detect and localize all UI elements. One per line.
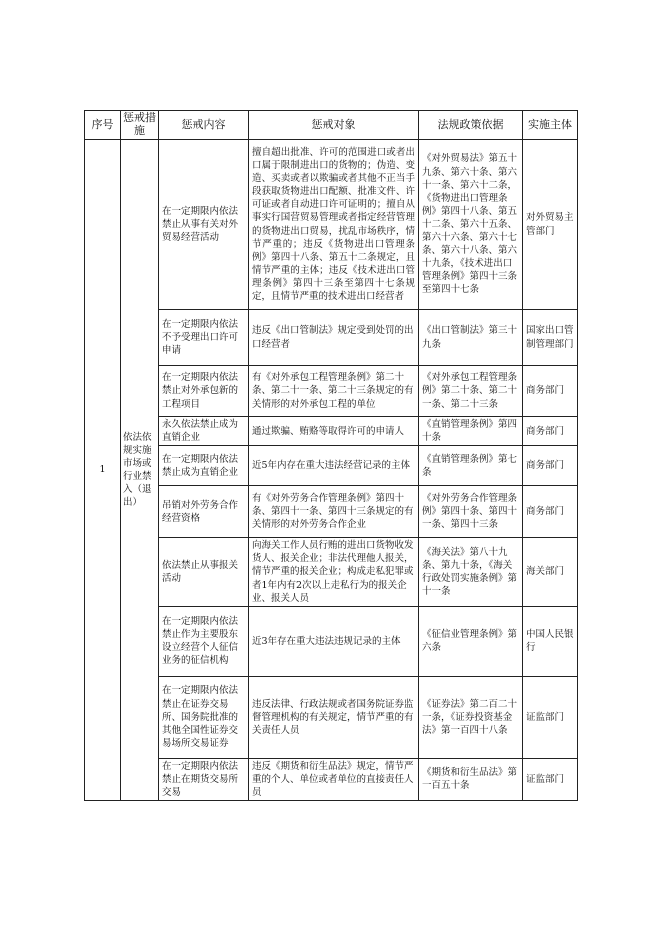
header-basis: 法规政策依据 <box>419 111 523 140</box>
basis-cell: 《证券法》第二百二十一条，《证券投资基金法》第一百四十八条 <box>419 676 523 758</box>
content-cell: 吊销对外劳务合作经营资格 <box>159 486 249 538</box>
header-row <box>85 111 578 140</box>
header-agency: 实施主体 <box>523 111 578 140</box>
basis-cell: 《出口管制法》第三十九条 <box>419 310 523 366</box>
target-cell: 违反法律、行政法规或者国务院证券监督管理机构的有关规定，情节严重的有关责任人员 <box>249 676 419 758</box>
table-row <box>85 538 578 607</box>
basis-cell: 《直销管理条例》第七条 <box>419 446 523 486</box>
table-row <box>85 310 578 366</box>
content-cell: 依法禁止从事报关活动 <box>159 538 249 607</box>
seq-cell: 1 <box>85 140 121 801</box>
table-row <box>85 758 578 800</box>
target-cell: 有《对外承包工程管理条例》第二十条、第二十一条、第二十三条规定的有关情形的对外承包工程的单位 <box>249 366 419 417</box>
content-cell: 在一定期限内依法禁止成为直销企业 <box>159 446 249 486</box>
agency-cell: 中国人民银行 <box>523 606 578 676</box>
header-content: 惩戒内容 <box>159 111 249 140</box>
content-cell: 在一定期限内依法禁止在期货交易所交易 <box>159 758 249 800</box>
content-cell: 在一定期限内依法禁止在证券交易所、国务院批准的其他全国性证券交易场所交易证券 <box>159 676 249 758</box>
target-cell: 违反《出口管制法》规定受到处罚的出口经营者 <box>249 310 419 366</box>
agency-cell: 商务部门 <box>523 417 578 446</box>
target-cell: 近5年内存在重大违法经营记录的主体 <box>249 446 419 486</box>
target-cell: 通过欺骗、贿赂等取得许可的申请人 <box>249 417 419 446</box>
punishment-table <box>84 110 578 801</box>
table-row <box>85 676 578 758</box>
table-row <box>85 606 578 676</box>
target-cell: 擅自超出批准、许可的范围进口或者出口属于限制进出口的货物的；伪造、变造、买卖或者以欺骗或者其他不正当手段获取货物进出口配额、批准文件、许可证或者自动进口许可证明的；擅自从事实行国营贸易管理或者指定经营管理的货物进出口贸易，扰乱市场秩序，情节严重的；违反《货物进出口管理条例》第四十八条、第五十二条规定，且情节严重的主体；违反《技术进出口管理条例》第四十三条至第四十七条规定，且情节严重的技术进出口经营者 <box>249 140 419 310</box>
table-row <box>85 446 578 486</box>
basis-cell: 《征信业管理条例》第六条 <box>419 606 523 676</box>
agency-cell: 商务部门 <box>523 446 578 486</box>
content-cell: 在一定期限内依法不予受理出口许可申请 <box>159 310 249 366</box>
header-seq: 序号 <box>85 111 121 140</box>
basis-cell: 《对外承包工程管理条例》第二十条、第二十一条、第二十三条 <box>419 366 523 417</box>
table-row <box>85 366 578 417</box>
basis-cell: 《对外贸易法》第五十九条、第六十条、第六十一条、第六十二条，《货物进出口管理条例》第四十八条、第五十二条、第六十五条、第六十六条、第六十七条、第六十八条、第六十九条，《技术进出口管理条例》第四十三条至第四十七条 <box>419 140 523 310</box>
basis-cell: 《直销管理条例》第四十条 <box>419 417 523 446</box>
table-row <box>85 140 578 310</box>
target-cell: 有《对外劳务合作管理条例》第四十条、第四十一条、第四十三条规定的有关情形的对外劳务合作企业 <box>249 486 419 538</box>
agency-cell: 证监部门 <box>523 758 578 800</box>
target-cell: 向海关工作人员行贿的进出口货物收发货人、报关企业；非法代理他人报关，情节严重的报关企业；构成走私犯罪或者1年内有2次以上走私行为的报关企业、报关人员 <box>249 538 419 607</box>
header-measure: 惩戒措施 <box>121 111 159 140</box>
target-cell: 近3年存在重大违法违规记录的主体 <box>249 606 419 676</box>
agency-cell: 商务部门 <box>523 486 578 538</box>
table-row <box>85 417 578 446</box>
content-cell: 永久依法禁止成为直销企业 <box>159 417 249 446</box>
content-cell: 在一定期限内依法禁止从事有关对外贸易经营活动 <box>159 140 249 310</box>
table-row <box>85 486 578 538</box>
measure-cell: 依法依规实施市场或行业禁入（退出） <box>121 140 159 801</box>
header-target: 惩戒对象 <box>249 111 419 140</box>
agency-cell: 对外贸易主管部门 <box>523 140 578 310</box>
basis-cell: 《期货和衍生品法》第一百五十条 <box>419 758 523 800</box>
target-cell: 违反《期货和衍生品法》规定，情节严重的个人、单位或者单位的直接责任人员 <box>249 758 419 800</box>
content-cell: 在一定期限内依法禁止对外承包新的工程项目 <box>159 366 249 417</box>
basis-cell: 《海关法》第八十九条、第九十条，《海关行政处罚实施条例》第十一条 <box>419 538 523 607</box>
agency-cell: 证监部门 <box>523 676 578 758</box>
content-cell: 在一定期限内依法禁止作为主要股东设立经营个人征信业务的征信机构 <box>159 606 249 676</box>
agency-cell: 商务部门 <box>523 366 578 417</box>
agency-cell: 海关部门 <box>523 538 578 607</box>
agency-cell: 国家出口管制管理部门 <box>523 310 578 366</box>
basis-cell: 《对外劳务合作管理条例》第四十条、第四十一条、第四十三条 <box>419 486 523 538</box>
